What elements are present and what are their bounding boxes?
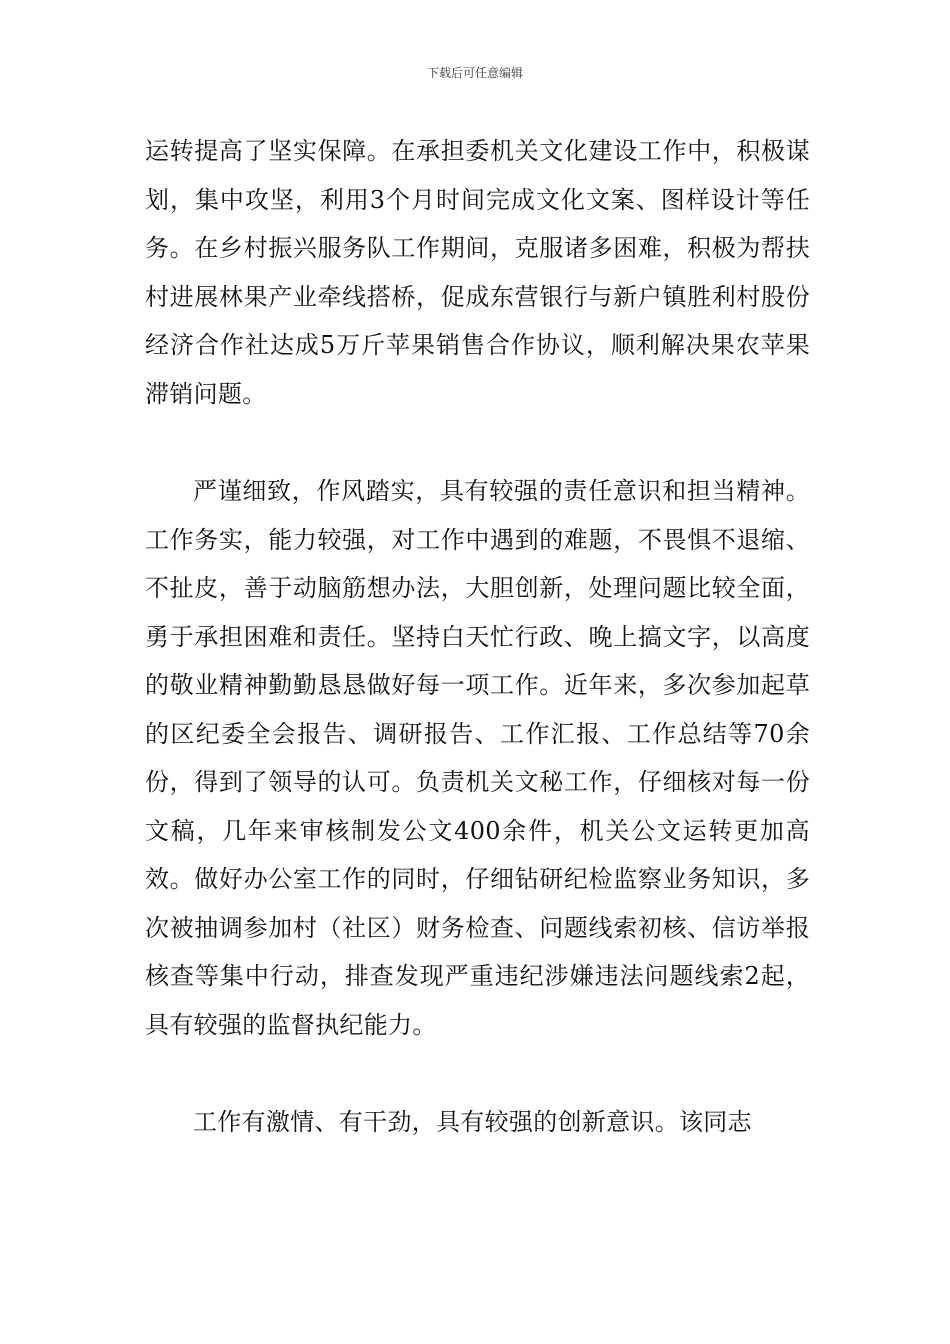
document-body — [145, 127, 810, 1147]
page-header-note: 下载后可任意编辑 — [426, 66, 523, 80]
paragraph-responsibility: 严谨细致，作风踏实，具有较强的责任意识和担当精神。工作务实，能力较强，对工作中遇到的难题，不畏惧不退缩、不扯皮，善于动脑筋想办法，大胆创新，处理问题比较全面，勇于承担困难和责任。坚持白天忙行政、晚上搞文字，以高度的敬业精神勤勤恳恳做好每一项工作。近年来，多次参加起草的区纪委全会报告、调研报告、工作汇报、工作总结等70余份，得到了领导的认可。负责机关文秘工作，仔细核对每一份文稿，几年来审核制发公文400余件，机关公文运转更加高效。做好办公室工作的同时，仔细钻研纪检监察业务知识，多次被抽调参加村（社区）财务检查、问题线索初核、信访举报核查等集中行动，排查发现严重违纪涉嫌违法问题线索2起，具有较强的监督执纪能力。 — [145, 477, 810, 1039]
paragraph-gap — [145, 418, 810, 467]
paragraph-innovation: 工作有激情、有干劲，具有较强的创新意识。该同志 — [193, 1108, 752, 1136]
paragraph-continued: 运转提高了坚实保障。在承担委机关文化建设工作中，积极谋划，集中攻坚，利用3个月时间完成文化文案、图样设计等任务。在乡村振兴服务队工作期间，克服诸多困难，积极为帮扶村进展林果产业牵线搭桥，促成东营银行与新户镇胜利村股份经济合作社达成5万斤苹果销售合作协议，顺利解决果农苹果滞销问题。 — [145, 137, 810, 408]
paragraph-gap — [145, 1049, 810, 1098]
